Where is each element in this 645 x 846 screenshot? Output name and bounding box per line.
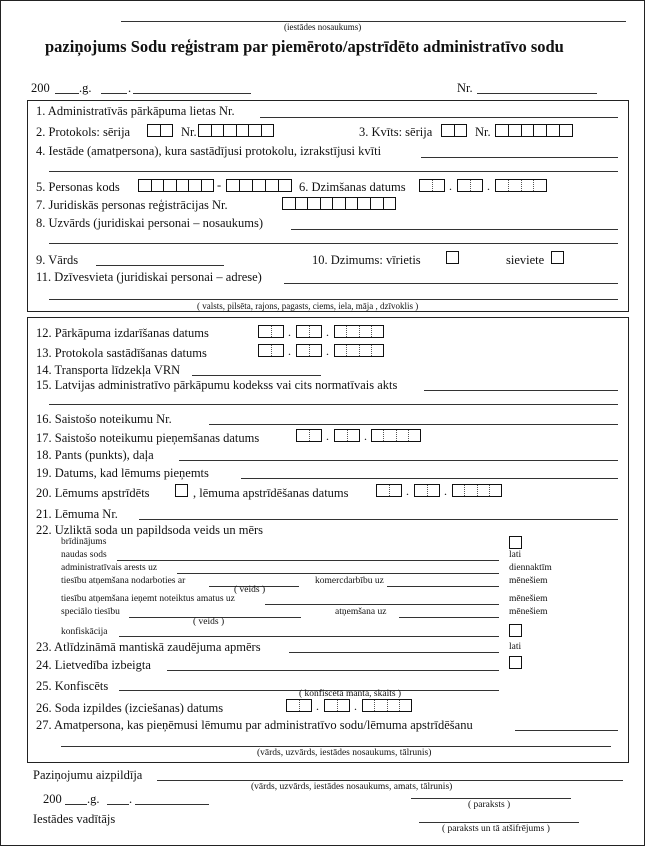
rules-month-box[interactable] (334, 429, 360, 442)
field-16-line[interactable] (209, 424, 618, 425)
field-24-label: 24. Lietvedība izbeigta (36, 658, 151, 672)
special-revoke-line[interactable] (399, 617, 499, 618)
field-11-label: 11. Dzīvesvieta (juridiskai personai – adrese) (36, 270, 262, 284)
ban-position-unit: mēnešiem (509, 594, 548, 604)
field-27-line[interactable] (515, 730, 618, 731)
field-19-line[interactable] (241, 478, 618, 479)
legal-reg-number-box[interactable] (282, 197, 396, 210)
field-18-line[interactable] (179, 460, 618, 461)
form-page: (iestādes nosaukums) paziņojums Sodu reģistram par piemēroto/apstrīdēto administratīvo sodu 200 .g. . Nr. 1. Administratīvās pārkāpuma lietas Nr. 2. Protokols: sērija Nr. 3. Kvīts: sērija Nr. 4. Iestāde (amatpersona), kura sastādījusi protokolu, izrakstījusi kvīti 5. Personas kods - 6. Dzimšanas datums . . 7. Juridiskās personas reģistrācijas Nr. 8. Uzvārds (juridiskai personai – nosaukums) 9. Vārds 10. Dzimums: vīrietis sieviete 11. Dzīvesvieta (juridiskai personai – adrese) ( valsts, pilsēta, rajons, pagasts, ciems, iela, māja , dzīvoklis ) 12. Pārkāpuma izdarīšanas datums . . 13. Protokola sastādīšanas datums . . 14. Transporta līdzekļa VRN 15. Latvijas administratīvo pārkāpumu kodekss vai cits normatīvais akts 16. Saistošo noteikumu Nr. 17. Saistošo noteikumu pieņemšanas datums . . 18. Pants (punkts), daļa 19. Datums, kad lēmums pieņemts 20. Lēmums apstrīdēts , lēmuma apstrīdēšanas datums . . 21. Lēmuma Nr. 22. Uzliktā soda un papildsoda veids un mērs brīdinājums naudas sods lati administratīvais arests uz diennaktīm tiesību atņemšana nodarboties ar ( veids ) komercdarbību uz mēnešiem tiesību atņemšana ieņemt noteiktus amatus uz mēnešiem speciālo tiesību ( veids ) atņemšana uz mēnešiem konfiskācija 23. Atlīdzināmā mantiskā zaudējuma apmērs lati 24. Lietvedība izbeigta 25. Konfiscēts ( konfiscētā manta, skaits ) 26. Soda izpildes (izciešanas) datums . . 27. Amatpersona, kas pieņēmusi lēmumu par administratīvo sodu/lēmuma apstrīdēšanu (vārds, uzvārds, iestādes nosaukums, tālrunis) Paziņojumu aizpildīja (vārds, uzvārds, iestādes nosaukums, amats, tālrunis) 200 .g. . ( paraksts ) Iestādes vadītājs ( paraksts un tā atšifrējums ) (0, 0, 645, 846)
field-9-label: 9. Vārds (36, 253, 79, 267)
head-caption: ( paraksts un tā atšifrējums ) (442, 824, 550, 834)
nr-line[interactable] (477, 93, 597, 94)
field-27-label: 27. Amatpersona, kas pieņēmusi lēmumu par administratīvo sodu/lēmuma apstrīdēšanu (36, 718, 473, 732)
footer-date-g: .g. (87, 792, 100, 806)
field-3-nr: Nr. (475, 125, 491, 139)
field-15-line-2[interactable] (49, 404, 618, 405)
arrest-line[interactable] (177, 573, 499, 574)
commerce-unit: mēnešiem (509, 576, 548, 586)
field-24-line[interactable] (167, 670, 499, 671)
personal-code-part2[interactable] (226, 179, 292, 192)
arrest-unit: diennaktīm (509, 563, 552, 573)
field-1-label: 1. Administratīvās pārkāpuma lietas Nr. (36, 104, 235, 118)
protocol-year-box[interactable] (334, 344, 384, 357)
field-25-label: 25. Konfiscēts (36, 679, 109, 693)
field-16-label: 16. Saistošo noteikumu Nr. (36, 412, 172, 426)
field-2-label: 2. Protokols: sērija (36, 125, 131, 139)
nr-label: Nr. (457, 81, 473, 95)
case-closed-checkbox[interactable] (509, 656, 522, 669)
receipt-number-box[interactable] (495, 124, 573, 137)
protocol-month-box[interactable] (296, 344, 322, 357)
field-15-label: 15. Latvijas administratīvo pārkāpumu kodekss vai cits normatīvais akts (36, 378, 398, 392)
field-12-label: 12. Pārkāpuma izdarīšanas datums (36, 326, 209, 340)
field-20-date-label: , lēmuma apstrīdēšanas datums (193, 486, 349, 500)
field-4-label: 4. Iestāde (amatpersona), kura sastādījusi protokolu, izrakstījusi kvīti (36, 144, 382, 158)
appeal-year-box[interactable] (452, 484, 502, 497)
field-13-label: 13. Protokola sastādīšanas datums (36, 346, 207, 360)
special-revoke-unit: mēnešiem (509, 607, 548, 617)
date-day-line[interactable] (133, 93, 251, 94)
confiscation-checkbox[interactable] (509, 624, 522, 637)
field-4-line[interactable] (421, 157, 618, 158)
special-rights-label: speciālo tiesību (61, 607, 120, 617)
footer-date-month-line[interactable] (107, 804, 129, 805)
special-rights-caption: ( veids ) (193, 617, 225, 627)
field-10-label: 10. Dzimums: vīrietis (312, 253, 421, 267)
footer-date-day-line[interactable] (135, 804, 209, 805)
field-21-label: 21. Lēmuma Nr. (36, 507, 118, 521)
gender-male-checkbox[interactable] (446, 251, 459, 264)
fine-line[interactable] (117, 560, 499, 561)
field-2-nr: Nr. (181, 125, 197, 139)
field-14-label: 14. Transporta līdzekļa VRN (36, 363, 181, 377)
personal-code-part1[interactable] (138, 179, 214, 192)
notifier-label: Paziņojumu aizpildīja (33, 768, 143, 782)
notifier-caption: (vārds, uzvārds, iestādes nosaukums, amats, tālrunis) (251, 782, 453, 792)
field-26-label: 26. Soda izpildes (izciešanas) datums (36, 701, 224, 715)
form-title: paziņojums Sodu reģistram par piemēroto/apstrīdēto administratīvo sodu (45, 37, 564, 56)
field-6-label: 6. Dzimšanas datums (299, 180, 406, 194)
field-7-label: 7. Juridiskās personas reģistrācijas Nr. (36, 198, 228, 212)
birth-day-box[interactable] (419, 179, 445, 192)
protocol-day-box[interactable] (258, 344, 284, 357)
fine-unit: lati (509, 550, 522, 560)
protocol-number-box[interactable] (198, 124, 274, 137)
footer-date-year-line[interactable] (65, 804, 87, 805)
execution-month-box[interactable] (324, 699, 350, 712)
field-23-line[interactable] (289, 652, 499, 653)
field-5-label: 5. Personas kods (36, 180, 120, 194)
ban-activity-label: tiesību atņemšana nodarboties ar (61, 576, 186, 586)
field-3-label: 3. Kvīts: sērija (359, 125, 433, 139)
offence-day-box[interactable] (258, 325, 284, 338)
field-11-line-2[interactable] (49, 299, 618, 300)
field-1-line[interactable] (260, 117, 618, 118)
signature-line[interactable] (411, 798, 571, 799)
field-20-label: 20. Lēmums apstrīdēts (36, 486, 150, 500)
decision-appealed-checkbox[interactable] (175, 484, 188, 497)
address-caption: ( valsts, pilsēta, rajons, pagasts, ciems, iela, māja , dzīvoklis ) (197, 301, 419, 311)
field-8-label: 8. Uzvārds (juridiskai personai – nosaukums) (36, 216, 264, 230)
field-23-label: 23. Atlīdzināmā mantiskā zaudējuma apmērs (36, 640, 261, 654)
birth-year-box[interactable] (495, 179, 547, 192)
head-signature-line[interactable] (419, 822, 579, 823)
ban-activity-caption: ( veids ) (234, 585, 266, 595)
offence-year-box[interactable] (334, 325, 384, 338)
date-month-line[interactable] (101, 93, 127, 94)
field-21-line[interactable] (139, 519, 618, 520)
field-19-label: 19. Datums, kad lēmums pieņemts (36, 466, 209, 480)
date-g: .g. (79, 81, 92, 95)
signature-caption: ( paraksts ) (468, 800, 511, 810)
date-year: 200 (31, 81, 50, 95)
appeal-day-box[interactable] (376, 484, 402, 497)
field-4-line-2[interactable] (49, 171, 618, 172)
execution-day-box[interactable] (286, 699, 312, 712)
date-year-line[interactable] (55, 93, 79, 94)
offence-month-box[interactable] (296, 325, 322, 338)
commerce-label: komercdarbību uz (315, 576, 384, 586)
confiscation-line[interactable] (119, 636, 499, 637)
field-18-label: 18. Pants (punkts), daļa (36, 448, 154, 462)
field-17-label: 17. Saistošo noteikumu pieņemšanas datums (36, 431, 260, 445)
field-11-line[interactable] (284, 283, 618, 284)
confiscation-label: konfiskācija (61, 627, 108, 637)
appeal-month-box[interactable] (414, 484, 440, 497)
footer-date-year: 200 (43, 792, 62, 806)
field-8-line-2[interactable] (49, 243, 618, 244)
confiscated-caption: ( konfiscētā manta, skaits ) (299, 689, 402, 699)
birth-month-box[interactable] (457, 179, 483, 192)
field-27-line-2[interactable] (61, 746, 611, 747)
arrest-label: administratīvais arests uz (61, 563, 158, 573)
warning-label: brīdinājums (61, 537, 107, 547)
protocol-series-box[interactable] (147, 124, 173, 137)
special-revoke-label: atņemšana uz (335, 607, 387, 617)
rules-year-box[interactable] (371, 429, 421, 442)
execution-year-box[interactable] (362, 699, 412, 712)
field-8-line[interactable] (291, 229, 618, 230)
institution-caption: (iestādes nosaukums) (284, 22, 362, 32)
field-15-line[interactable] (424, 390, 618, 391)
field-23-unit: lati (509, 642, 522, 652)
ban-position-line[interactable] (265, 604, 499, 605)
official-caption: (vārds, uzvārds, iestādes nosaukums, tālrunis) (257, 748, 432, 758)
field-14-line[interactable] (192, 375, 321, 376)
field-9-line[interactable] (96, 265, 224, 266)
head-label: Iestādes vadītājs (33, 812, 116, 826)
ban-position-label: tiesību atņemšana ieņemt noteiktus amatus uz (61, 594, 235, 604)
fine-label: naudas sods (61, 550, 107, 560)
institution-line (121, 21, 626, 22)
notifier-line[interactable] (157, 780, 623, 781)
gender-female-checkbox[interactable] (551, 251, 564, 264)
commerce-line[interactable] (387, 586, 499, 587)
field-10-female: sieviete (506, 253, 545, 267)
receipt-series-box[interactable] (441, 124, 467, 137)
warning-checkbox[interactable] (509, 536, 522, 549)
rules-day-box[interactable] (296, 429, 322, 442)
field-22-label: 22. Uzliktā soda un papildsoda veids un mērs (36, 523, 264, 537)
